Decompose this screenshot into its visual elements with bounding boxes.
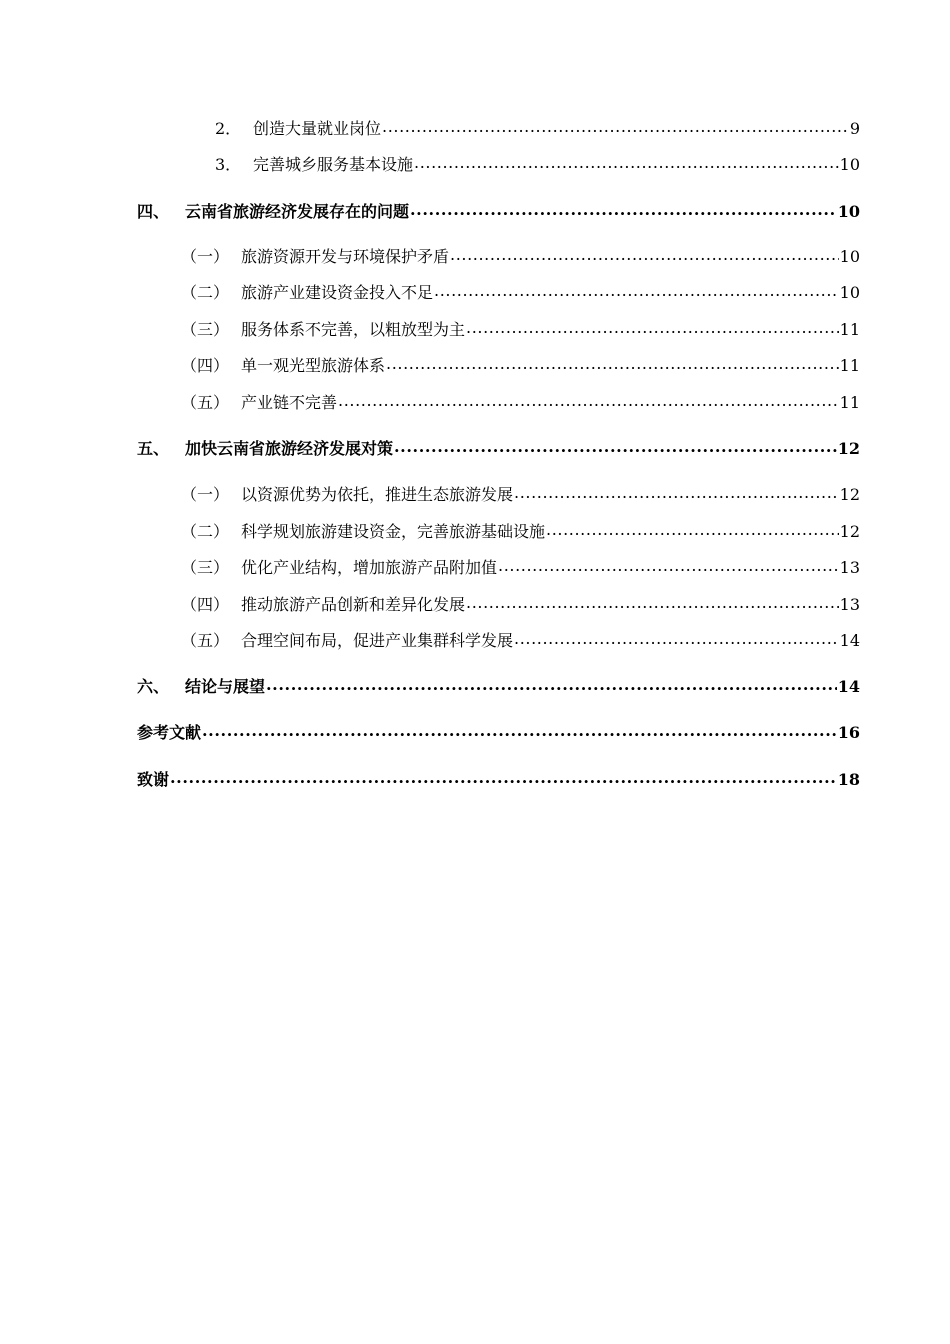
dot-leader <box>170 769 837 791</box>
toc-entry-page: 14 <box>837 677 860 696</box>
toc-entry-page: 9 <box>849 119 860 138</box>
dot-leader <box>202 722 837 744</box>
toc-section-number: （四） <box>181 356 230 375</box>
toc-section-entry[interactable] <box>137 624 860 658</box>
toc-section-entry[interactable] <box>137 588 860 622</box>
toc-section-entry[interactable] <box>137 515 860 549</box>
toc-entry-page: 11 <box>839 320 860 339</box>
toc-entry[interactable] <box>137 112 860 146</box>
toc-section-number: （五） <box>181 393 230 412</box>
toc-entry-title: 创造大量就业岗位 <box>253 119 382 138</box>
toc-entry-number: 3． <box>215 155 242 174</box>
toc-section-title: 服务体系不完善，以粗放型为主 <box>241 320 466 339</box>
toc-entry-page: 11 <box>839 356 860 375</box>
toc-section-title: 单一观光型旅游体系 <box>241 356 386 375</box>
toc-entry-page: 12 <box>839 485 860 504</box>
toc-section-title: 科学规划旅游建设资金，完善旅游基础设施 <box>241 522 546 541</box>
toc-section-number: （三） <box>181 558 230 577</box>
toc-section-entry[interactable] <box>137 313 860 347</box>
dot-leader <box>498 557 839 579</box>
toc-section-entry[interactable] <box>137 551 860 585</box>
toc-section-title: 优化产业结构，增加旅游产品附加值 <box>241 558 498 577</box>
dot-leader <box>434 282 839 304</box>
dot-leader <box>338 392 839 414</box>
dot-leader <box>466 594 839 616</box>
toc-entry-number: 2． <box>215 119 242 138</box>
dot-leader <box>546 521 839 543</box>
toc-entry-title: 完善城乡服务基本设施 <box>253 155 414 174</box>
toc-chapter-title: 云南省旅游经济发展存在的问题 <box>185 202 410 221</box>
dot-leader <box>382 118 849 140</box>
toc-section-number: （五） <box>181 631 230 650</box>
toc-entry-page: 12 <box>837 439 860 458</box>
toc-section-title: 合理空间布局，促进产业集群科学发展 <box>241 631 514 650</box>
toc-section-entry[interactable] <box>137 276 860 310</box>
toc-entry-page: 13 <box>839 558 860 577</box>
toc-entry-page: 13 <box>839 595 860 614</box>
toc-entry-page: 10 <box>839 247 860 266</box>
dot-leader <box>514 630 839 652</box>
dot-leader <box>394 438 837 460</box>
dot-leader <box>410 201 837 223</box>
toc-chapter-title: 结论与展望 <box>185 677 266 696</box>
toc-section-title: 产业链不完善 <box>241 393 338 412</box>
toc-chapter-number: 六、 <box>137 677 170 696</box>
toc-entry-page: 12 <box>839 522 860 541</box>
toc-entry-page: 10 <box>837 202 860 221</box>
toc-section-entry[interactable] <box>137 386 860 420</box>
toc-section-number: （三） <box>181 320 230 339</box>
toc-section-number: （四） <box>181 595 230 614</box>
toc-section-title: 推动旅游产品创新和差异化发展 <box>241 595 466 614</box>
dot-leader <box>466 319 839 341</box>
toc-chapter-number: 五、 <box>137 439 170 458</box>
toc-chapter-title: 加快云南省旅游经济发展对策 <box>185 439 394 458</box>
toc-section-number: （二） <box>181 522 230 541</box>
toc-section-entry[interactable] <box>137 349 860 383</box>
dot-leader <box>266 676 837 698</box>
toc-references-entry[interactable] <box>137 716 860 750</box>
toc-chapter-title: 致谢 <box>137 770 170 789</box>
toc-section-title: 旅游产业建设资金投入不足 <box>241 283 434 302</box>
toc-acknowledgements-entry[interactable] <box>137 763 860 797</box>
toc-entry-page: 10 <box>839 155 860 174</box>
toc-chapter-number: 四、 <box>137 202 170 221</box>
toc-chapter-entry[interactable] <box>137 195 860 229</box>
toc-section-entry[interactable] <box>137 478 860 512</box>
toc-chapter-entry[interactable] <box>137 670 860 704</box>
toc-section-title: 以资源优势为依托，推进生态旅游发展 <box>241 485 514 504</box>
toc-section-number: （一） <box>181 485 230 504</box>
dot-leader <box>386 355 839 377</box>
toc-section-entry[interactable] <box>137 240 860 274</box>
dot-leader <box>414 154 839 176</box>
toc-chapter-title: 参考文献 <box>137 723 202 742</box>
toc-entry-page: 18 <box>837 770 860 789</box>
toc-chapter-entry[interactable] <box>137 432 860 466</box>
toc-entry-page: 14 <box>839 631 860 650</box>
toc-entry-page: 16 <box>837 723 860 742</box>
toc-section-number: （二） <box>181 283 230 302</box>
dot-leader <box>450 246 839 268</box>
toc-entry-page: 11 <box>839 393 860 412</box>
toc-entry[interactable] <box>137 148 860 182</box>
dot-leader <box>514 484 839 506</box>
toc-section-title: 旅游资源开发与环境保护矛盾 <box>241 247 450 266</box>
toc-entry-page: 10 <box>839 283 860 302</box>
toc-section-number: （一） <box>181 247 230 266</box>
